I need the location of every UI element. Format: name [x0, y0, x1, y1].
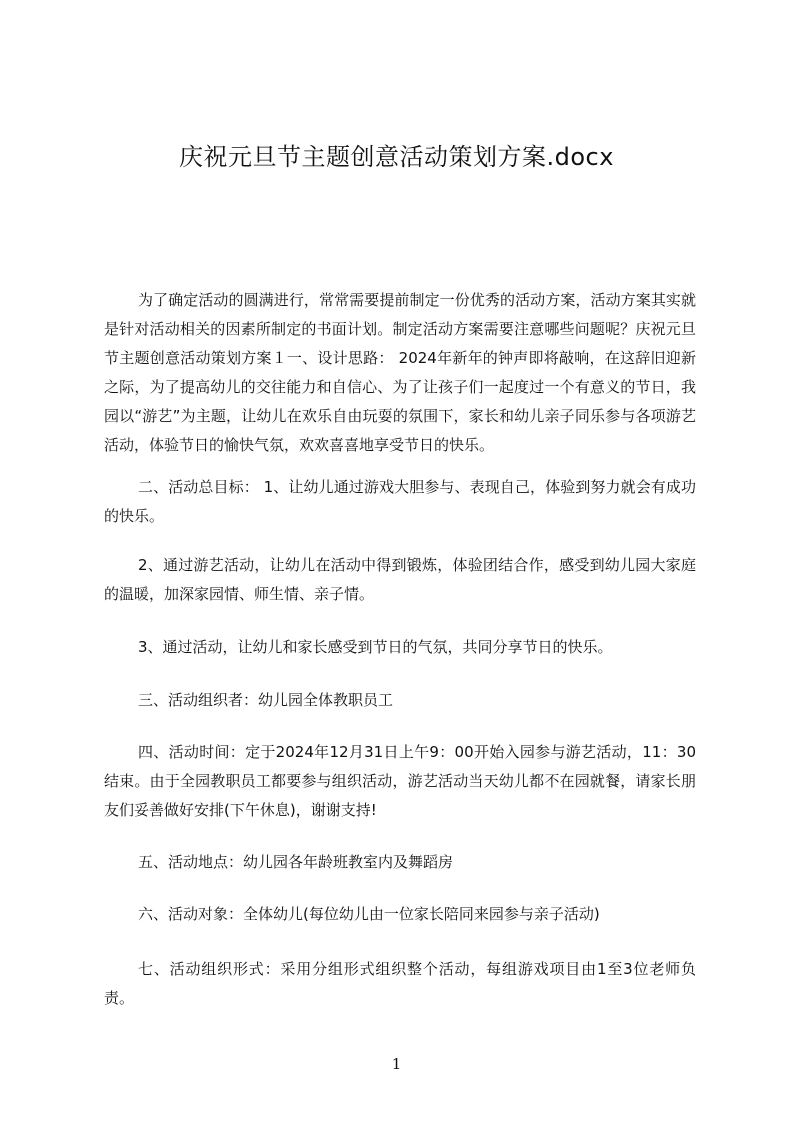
paragraph-intro: 为了确定活动的圆满进行，常常需要提前制定一份优秀的活动方案，活动方案其实就是针对活动相关的因素所制定的书面计划。制定活动方案需要注意哪些问题呢？庆祝元旦节主题创意活动策划方案１一、设计思路： 2024年新年的钟声即将敲响，在这辞旧迎新之际，为了提高幼儿的交往能力和自信心、为了让孩子们一起度过一个有意义的节日，我园以“游艺”为主题，让幼儿在欢乐自由玩耍的氛围下，家长和幼儿亲子同乐参与各项游艺活动，体验节日的愉快气氛，欢欢喜喜地享受节日的快乐。: [104, 291, 696, 454]
paragraph-goal: 二、活动总目标： 1、让幼儿通过游戏大胆参与、表现自己，体验到努力就会有成功的快乐。: [104, 478, 696, 525]
paragraph-participants: 六、活动对象：全体幼儿(每位幼儿由一位家长陪同来园参与亲子活动): [138, 905, 600, 923]
paragraph-goal-2: 2、通过游艺活动，让幼儿在活动中得到锻炼，体验团结合作，感受到幼儿园大家庭的温暖，加深家园情、师生情、亲子情。: [104, 556, 696, 603]
paragraph-organizer: 三、活动组织者：幼儿园全体教职员工: [138, 691, 394, 709]
document-title: 庆祝元旦节主题创意活动策划方案.docx: [179, 143, 614, 171]
paragraph-location: 五、活动地点：幼儿园各年龄班教室内及舞蹈房: [138, 853, 454, 871]
paragraph-goal-3: 3、通过活动，让幼儿和家长感受到节日的气氛，共同分享节日的快乐。: [138, 638, 613, 656]
paragraph-time: 四、活动时间：定于2024年12月31日上午9：00开始入园参与游艺活动，11：30结束。由于全园教职员工都要参与组织活动，游艺活动当天幼儿都不在园就餐，请家长朋友们妥善做好安排(下午休息)，谢谢支持!: [104, 743, 696, 819]
page-number: 1: [391, 1055, 402, 1073]
paragraph-format: 七、活动组织形式：采用分组形式组织整个活动，每组游戏项目由1至3位老师负责。: [104, 960, 696, 1007]
